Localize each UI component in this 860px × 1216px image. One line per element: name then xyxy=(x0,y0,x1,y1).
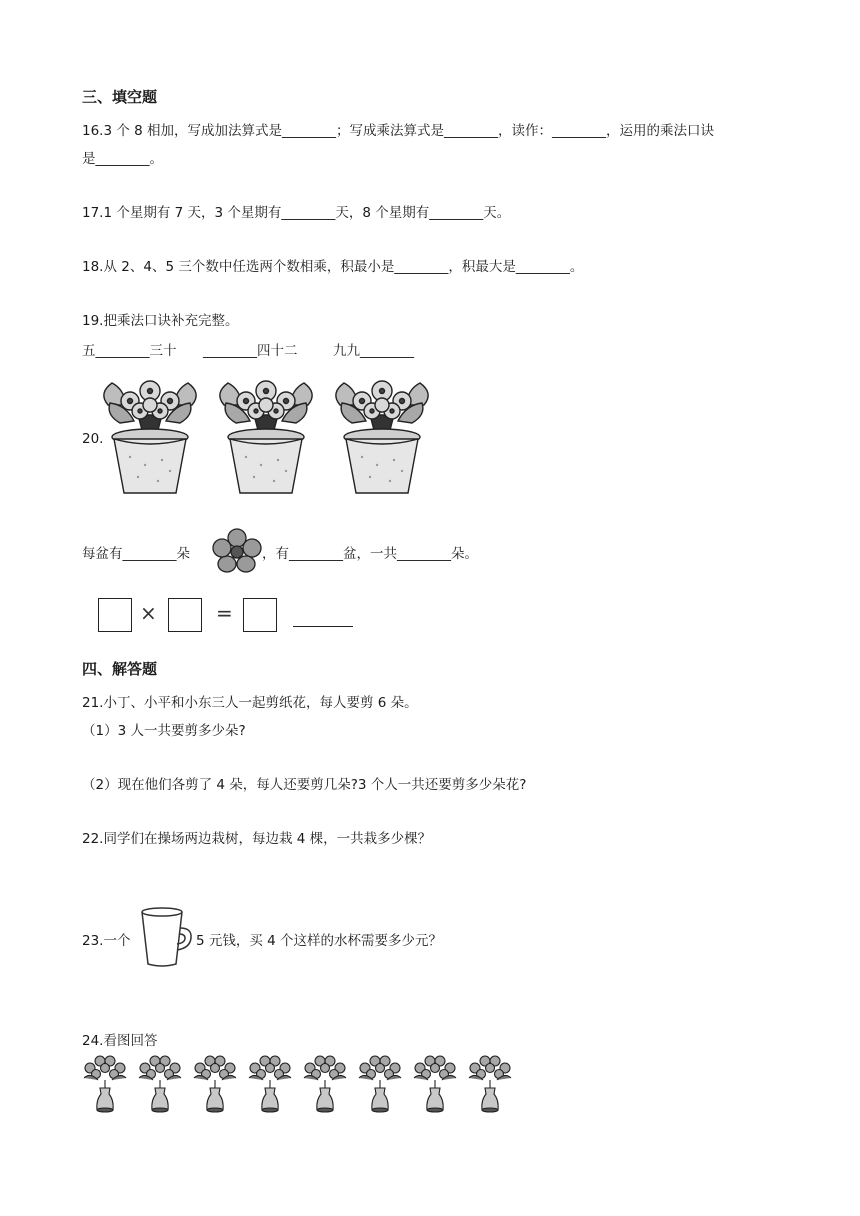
question-19: 19.把乘法口诀补充完整。 xyxy=(82,313,239,329)
vase-icon xyxy=(465,1054,515,1116)
question-20-number: 20. xyxy=(82,431,104,447)
question-17: 17.1 个星期有 7 天，3 个星期有________天，8 个星期有________天。 xyxy=(82,205,511,221)
multiplication-rhyme-2: ________四十二 xyxy=(203,343,298,359)
question-23-text-after: 5 元钱，买 4 个这样的水杯需要多少元？ xyxy=(196,933,443,949)
answer-box-2[interactable] xyxy=(168,598,202,632)
question-21-part-2: （2）现在他们各剪了 4 朵，每人还要剪几朵?3 个人一共还要剪多少朵花? xyxy=(82,777,527,793)
multiplication-rhyme-3: 九九________ xyxy=(333,343,414,359)
answer-line[interactable] xyxy=(293,626,353,627)
answer-box-3[interactable] xyxy=(243,598,277,632)
section-3-title: 三、填空题 xyxy=(82,88,158,106)
question-21-part-1: （1）3 人一共要剪多少朵? xyxy=(82,723,246,739)
question-18: 18.从 2、4、5 三个数中任选两个数相乘，积最小是________，积最大是________。 xyxy=(82,259,584,275)
vase-icon xyxy=(190,1054,240,1116)
answer-box-1[interactable] xyxy=(98,598,132,632)
question-22: 22.同学们在操场两边栽树，每边栽 4 棵，一共栽多少棵？ xyxy=(82,831,432,847)
vase-icon xyxy=(135,1054,185,1116)
question-24: 24.看图回答 xyxy=(82,1033,158,1049)
equals-sign: = xyxy=(216,601,233,625)
vase-icon xyxy=(300,1054,350,1116)
flower-pot-icon xyxy=(332,375,432,497)
vase-icon xyxy=(80,1054,130,1116)
question-16-line-1: 16.3 个 8 相加，写成加法算式是________；写成乘法算式是________，读作：________，运用的乘法口诀 xyxy=(82,123,715,139)
section-4-title: 四、解答题 xyxy=(82,660,158,678)
cup-icon xyxy=(136,906,196,970)
question-23-text-before: 23.一个 xyxy=(82,933,131,949)
flower-pot-icon xyxy=(216,375,316,497)
question-16-line-2: 是________。 xyxy=(82,151,163,167)
vase-icon xyxy=(245,1054,295,1116)
vase-icon xyxy=(355,1054,405,1116)
question-20-text-before: 每盆有________朵 xyxy=(82,546,190,562)
multiplication-rhyme-1: 五________三十 xyxy=(82,343,177,359)
question-21: 21.小丁、小平和小东三人一起剪纸花，每人要剪 6 朵。 xyxy=(82,695,418,711)
flower-pot-icon xyxy=(100,375,200,497)
flower-icon xyxy=(212,528,262,572)
times-sign: × xyxy=(140,601,157,625)
question-20-text-after: ，有________盆，一共________朵。 xyxy=(262,546,478,562)
vase-icon xyxy=(410,1054,460,1116)
